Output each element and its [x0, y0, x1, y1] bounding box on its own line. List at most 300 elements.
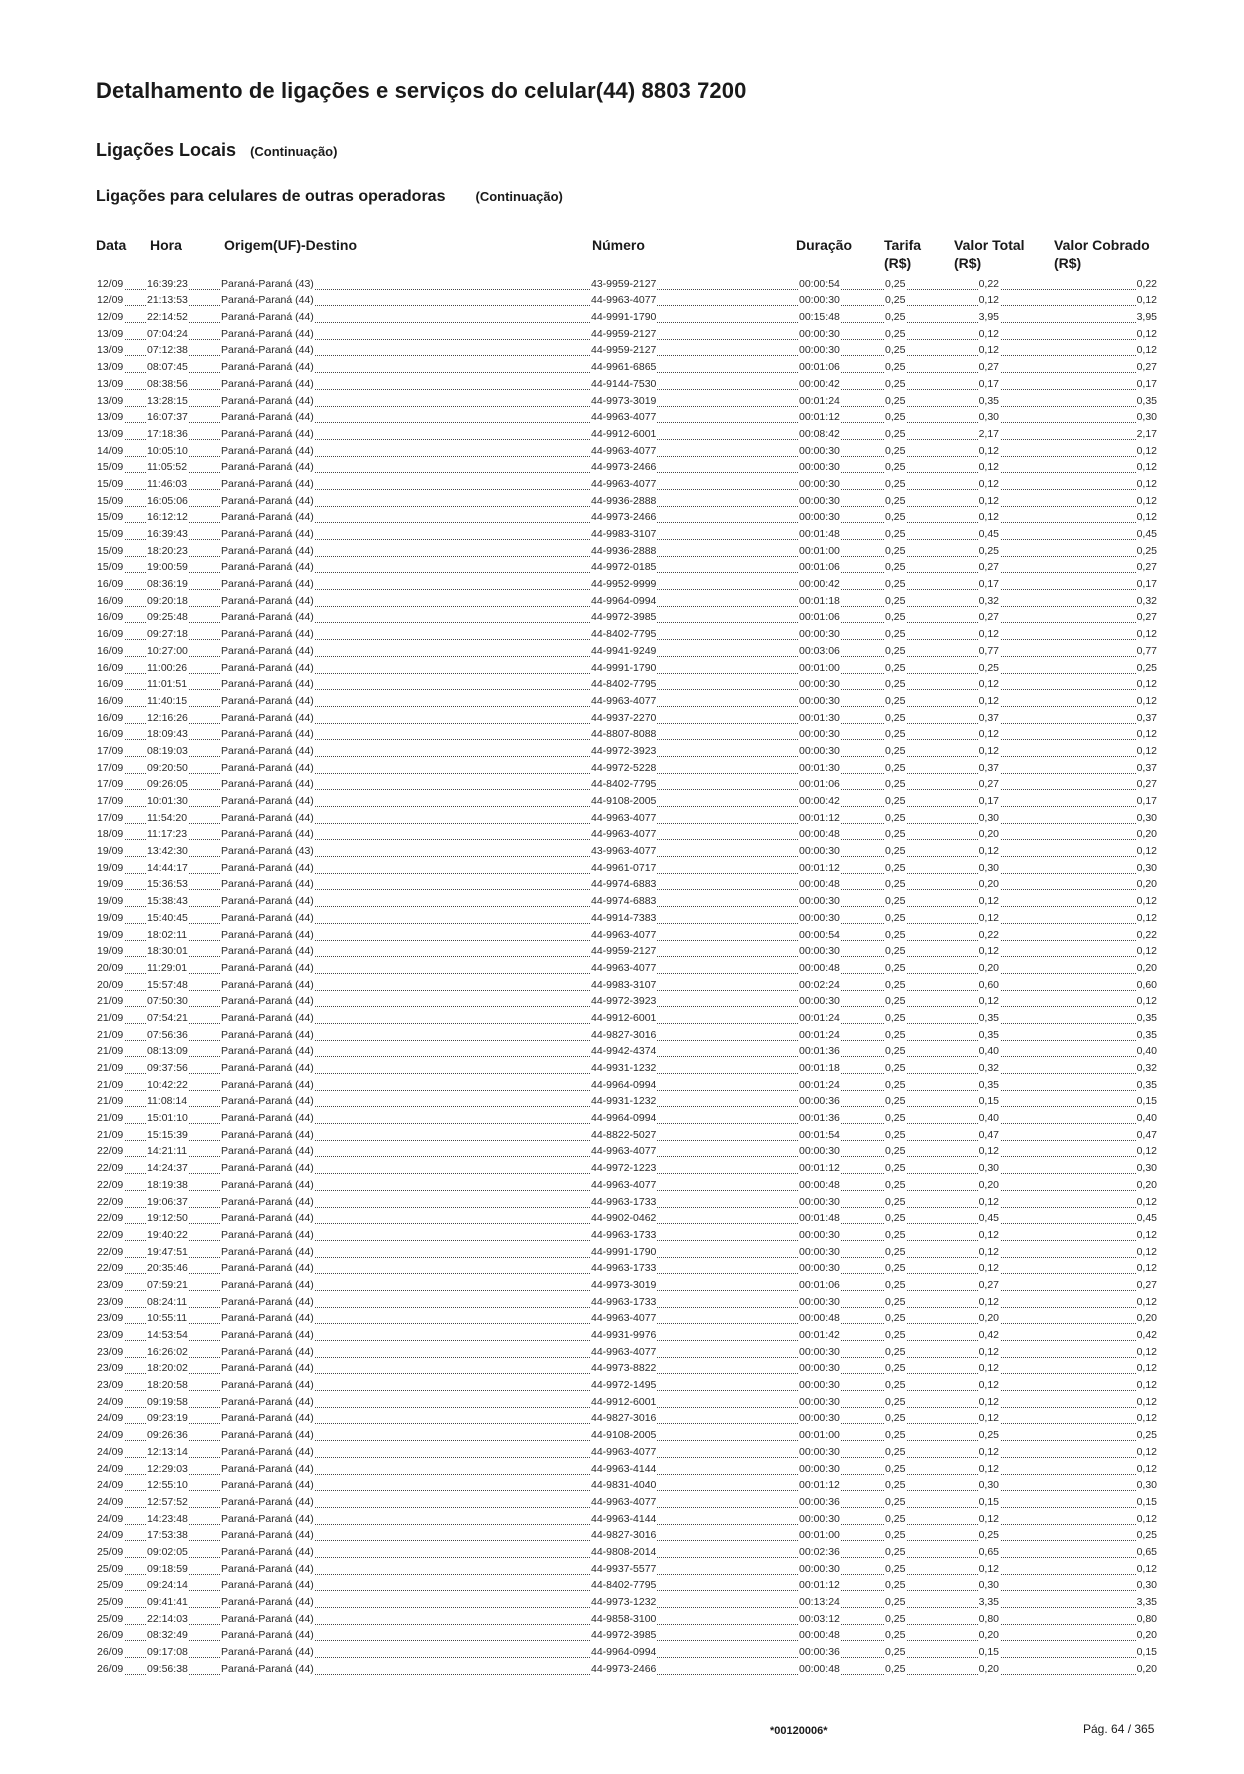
call-date: 21/09: [97, 1011, 124, 1024]
call-date: 24/09: [97, 1395, 124, 1408]
table-row: [96, 1444, 1158, 1461]
call-duration: 00:00:30: [799, 945, 840, 958]
call-rate: 0,25: [885, 1228, 906, 1241]
table-row: [96, 593, 1158, 610]
call-total-value: 0,12: [978, 1345, 999, 1358]
table-row: [96, 1427, 1158, 1444]
call-date: 16/09: [97, 644, 124, 657]
call-charged-value: 0,32: [1136, 594, 1157, 607]
call-rate: 0,25: [885, 1529, 906, 1542]
call-date: 19/09: [97, 845, 124, 858]
call-number: 44-9973-3019: [591, 1278, 657, 1291]
call-origin-destination: Paraná-Paraná (44): [221, 594, 314, 607]
call-time: 18:09:43: [147, 728, 188, 741]
call-duration: 00:00:36: [799, 1095, 840, 1108]
call-charged-value: 0,15: [1136, 1646, 1157, 1659]
call-time: 19:12:50: [147, 1212, 188, 1225]
call-charged-value: 0,12: [1136, 1245, 1157, 1258]
table-row: [96, 476, 1158, 493]
call-rate: 0,25: [885, 1579, 906, 1592]
call-total-value: 0,17: [978, 578, 999, 591]
call-rate: 0,25: [885, 1112, 906, 1125]
call-number: 44-9931-1232: [591, 1062, 657, 1074]
call-rate: 0,25: [885, 1429, 906, 1442]
call-total-value: 0,35: [978, 1028, 999, 1041]
call-total-value: 0,40: [978, 1112, 999, 1125]
table-row: [96, 743, 1158, 760]
call-number: 44-9963-4077: [591, 1312, 657, 1325]
call-date: 24/09: [97, 1479, 124, 1492]
call-origin-destination: Paraná-Paraná (44): [221, 1345, 314, 1358]
call-charged-value: 0,12: [1136, 1379, 1157, 1392]
call-number: 44-9963-4077: [591, 1145, 657, 1158]
call-rate: 0,25: [885, 427, 906, 440]
call-time: 15:15:39: [147, 1128, 188, 1141]
call-total-value: 0,30: [978, 1479, 999, 1492]
call-date: 23/09: [97, 1362, 124, 1375]
call-duration: 00:15:48: [799, 311, 840, 324]
call-total-value: 0,15: [978, 1495, 999, 1508]
call-total-value: 3,35: [978, 1596, 999, 1608]
call-duration: 00:00:30: [799, 895, 840, 908]
call-total-value: 0,17: [978, 377, 999, 390]
call-rate: 0,25: [885, 1178, 906, 1191]
call-duration: 00:00:30: [799, 1295, 840, 1308]
call-charged-value: 0,12: [1136, 1228, 1157, 1241]
call-date: 12/09: [97, 294, 124, 307]
call-number: 44-9963-4077: [591, 294, 657, 307]
call-date: 21/09: [97, 1095, 124, 1108]
call-duration: 00:00:30: [799, 728, 840, 741]
call-duration: 00:01:06: [799, 361, 840, 374]
call-rate: 0,25: [885, 1162, 906, 1175]
call-total-value: 0,12: [978, 1262, 999, 1275]
table-row: [96, 893, 1158, 910]
call-number: 44-9963-1733: [591, 1195, 657, 1208]
call-charged-value: 0,30: [1136, 811, 1157, 824]
column-header-tarifa: [884, 236, 938, 272]
call-origin-destination: Paraná-Paraná (44): [221, 1329, 314, 1341]
call-rate: 0,25: [885, 761, 906, 774]
call-rate: 0,25: [885, 361, 906, 374]
call-time: 11:08:14: [147, 1095, 188, 1108]
call-time: 09:27:18: [147, 628, 188, 641]
table-row: [96, 1327, 1158, 1344]
table-row: [96, 393, 1158, 410]
table-row: [96, 576, 1158, 593]
call-duration: 00:01:48: [799, 1212, 840, 1225]
call-time: 22:14:03: [147, 1612, 188, 1625]
call-time: 14:24:37: [147, 1162, 188, 1175]
call-time: 09:20:18: [147, 594, 188, 607]
call-rate: 0,25: [885, 1329, 906, 1341]
call-time: 15:01:10: [147, 1112, 188, 1125]
call-origin-destination: Paraná-Paraná (44): [221, 427, 314, 440]
call-number: 44-9936-2888: [591, 494, 657, 507]
table-row: [96, 1594, 1158, 1611]
call-date: 16/09: [97, 661, 124, 674]
call-total-value: 0,12: [978, 477, 999, 490]
call-charged-value: 0,27: [1136, 1278, 1157, 1291]
call-origin-destination: Paraná-Paraná (44): [221, 1178, 314, 1191]
call-date: 16/09: [97, 611, 124, 624]
call-total-value: 0,25: [978, 661, 999, 674]
call-number: 44-9972-1495: [591, 1379, 657, 1392]
call-duration: 00:00:30: [799, 995, 840, 1008]
call-date: 21/09: [97, 1028, 124, 1041]
call-charged-value: 2,17: [1136, 427, 1157, 440]
call-time: 13:42:30: [147, 845, 188, 858]
call-total-value: 0,20: [978, 878, 999, 891]
call-date: 24/09: [97, 1462, 124, 1475]
call-time: 11:40:15: [147, 694, 188, 707]
call-origin-destination: Paraná-Paraná (44): [221, 1028, 314, 1041]
column-header-tarifa-text: Tarifa (R$): [884, 237, 922, 271]
call-total-value: 0,12: [978, 344, 999, 357]
call-date: 23/09: [97, 1345, 124, 1358]
table-row: [96, 1060, 1158, 1077]
table-row: [96, 1528, 1158, 1545]
call-total-value: 0,12: [978, 1445, 999, 1458]
call-origin-destination: Paraná-Paraná (44): [221, 311, 314, 324]
call-total-value: 0,27: [978, 361, 999, 374]
call-duration: 00:03:06: [799, 644, 840, 657]
table-row: [96, 1611, 1158, 1628]
table-row: [96, 1661, 1158, 1678]
call-rate: 0,25: [885, 911, 906, 924]
call-time: 18:20:02: [147, 1362, 188, 1375]
call-rate: 0,25: [885, 528, 906, 540]
call-rate: 0,25: [885, 945, 906, 958]
call-total-value: 0,12: [978, 1245, 999, 1258]
call-date: 21/09: [97, 995, 124, 1008]
call-origin-destination: Paraná-Paraná (44): [221, 761, 314, 774]
call-origin-destination: Paraná-Paraná (44): [221, 644, 314, 657]
call-number: 44-9963-4144: [591, 1462, 657, 1475]
call-total-value: 0,12: [978, 1512, 999, 1525]
call-charged-value: 0,20: [1136, 828, 1157, 841]
call-number: 44-9972-5228: [591, 761, 657, 774]
call-total-value: 0,12: [978, 744, 999, 757]
call-charged-value: 0,22: [1136, 277, 1157, 290]
column-header-hora: Hora: [150, 237, 182, 253]
call-rate: 0,25: [885, 778, 906, 791]
column-header-valor-cobrado: [1054, 236, 1164, 272]
call-date: 13/09: [97, 411, 124, 424]
call-charged-value: 0,25: [1136, 1529, 1157, 1542]
call-total-value: 0,15: [978, 1646, 999, 1659]
call-duration: 00:00:30: [799, 444, 840, 457]
table-row: [96, 1377, 1158, 1394]
call-date: 22/09: [97, 1228, 124, 1241]
call-total-value: 0,37: [978, 761, 999, 774]
call-total-value: 0,60: [978, 978, 999, 991]
call-origin-destination: Paraná-Paraná (44): [221, 744, 314, 757]
table-row: [96, 293, 1158, 310]
call-time: 09:17:08: [147, 1646, 188, 1659]
call-rate: 0,25: [885, 461, 906, 474]
call-duration: 00:01:24: [799, 1078, 840, 1091]
call-date: 26/09: [97, 1629, 124, 1642]
call-number: 44-8822-5027: [591, 1128, 657, 1141]
call-time: 14:44:17: [147, 861, 188, 874]
call-number: 44-9827-3016: [591, 1412, 657, 1425]
call-total-value: 0,12: [978, 1295, 999, 1308]
table-row: [96, 426, 1158, 443]
call-rate: 0,25: [885, 728, 906, 741]
call-duration: 00:00:30: [799, 1228, 840, 1241]
call-number: 44-9963-1733: [591, 1228, 657, 1241]
call-charged-value: 0,20: [1136, 1629, 1157, 1642]
call-duration: 00:00:36: [799, 1646, 840, 1659]
call-origin-destination: Paraná-Paraná (44): [221, 1195, 314, 1208]
table-row: [96, 1578, 1158, 1595]
call-rate: 0,25: [885, 1262, 906, 1275]
table-row: [96, 1077, 1158, 1094]
call-duration: 00:00:30: [799, 344, 840, 357]
call-rate: 0,25: [885, 311, 906, 324]
call-charged-value: 0,12: [1136, 628, 1157, 641]
call-duration: 00:00:48: [799, 1178, 840, 1191]
call-date: 18/09: [97, 828, 124, 841]
call-origin-destination: Paraná-Paraná (44): [221, 477, 314, 490]
call-origin-destination: Paraná-Paraná (44): [221, 1562, 314, 1575]
subsection-continuation: (Continuação): [475, 189, 563, 204]
table-row: [96, 660, 1158, 677]
call-origin-destination: Paraná-Paraná (44): [221, 444, 314, 457]
call-rate: 0,25: [885, 1412, 906, 1425]
call-charged-value: 0,25: [1136, 544, 1157, 557]
call-date: 15/09: [97, 544, 124, 557]
call-number: 44-9983-3107: [591, 528, 657, 540]
call-time: 14:23:48: [147, 1512, 188, 1525]
call-rate: 0,25: [885, 795, 906, 807]
call-origin-destination: Paraná-Paraná (44): [221, 1445, 314, 1458]
call-origin-destination: Paraná-Paraná (44): [221, 1429, 314, 1442]
column-header-numero: Número: [592, 237, 645, 253]
call-charged-value: 0,12: [1136, 895, 1157, 908]
call-time: 14:53:54: [147, 1329, 188, 1341]
call-duration: 00:00:30: [799, 477, 840, 490]
table-row: [96, 1044, 1158, 1061]
call-date: 16/09: [97, 628, 124, 641]
call-date: 26/09: [97, 1662, 124, 1675]
call-time: 07:12:38: [147, 344, 188, 357]
table-row: [96, 860, 1158, 877]
call-duration: 00:00:30: [799, 1345, 840, 1358]
call-number: 44-8402-7795: [591, 778, 657, 791]
call-charged-value: 0,37: [1136, 711, 1157, 724]
call-date: 25/09: [97, 1545, 124, 1558]
call-origin-destination: Paraná-Paraná (44): [221, 1295, 314, 1308]
call-time: 13:28:15: [147, 394, 188, 407]
call-origin-destination: Paraná-Paraná (44): [221, 411, 314, 424]
call-time: 15:57:48: [147, 978, 188, 991]
call-duration: 00:00:42: [799, 795, 840, 807]
call-origin-destination: Paraná-Paraná (44): [221, 1479, 314, 1492]
call-total-value: 0,12: [978, 628, 999, 641]
call-charged-value: 0,12: [1136, 1262, 1157, 1275]
call-total-value: 0,12: [978, 1145, 999, 1158]
call-number: 44-9991-1790: [591, 1245, 657, 1258]
call-total-value: 0,22: [978, 277, 999, 290]
call-number: 44-9912-6001: [591, 1395, 657, 1408]
call-date: 22/09: [97, 1245, 124, 1258]
call-total-value: 0,12: [978, 694, 999, 707]
call-charged-value: 0,12: [1136, 1395, 1157, 1408]
call-rate: 0,25: [885, 1596, 906, 1608]
call-number: 44-9972-3985: [591, 611, 657, 624]
call-rate: 0,25: [885, 444, 906, 457]
call-origin-destination: Paraná-Paraná (44): [221, 878, 314, 891]
call-total-value: 0,30: [978, 1579, 999, 1592]
call-date: 21/09: [97, 1045, 124, 1058]
call-charged-value: 0,80: [1136, 1612, 1157, 1625]
call-origin-destination: Paraná-Paraná (44): [221, 528, 314, 540]
call-number: 44-9144-7530: [591, 377, 657, 390]
call-rate: 0,25: [885, 578, 906, 591]
table-row: [96, 1478, 1158, 1495]
call-number: 44-9858-3100: [591, 1612, 657, 1625]
call-total-value: 0,25: [978, 1529, 999, 1542]
call-rate: 0,25: [885, 411, 906, 424]
call-charged-value: 0,35: [1136, 1078, 1157, 1091]
call-time: 12:55:10: [147, 1479, 188, 1492]
call-duration: 00:01:06: [799, 778, 840, 791]
call-rate: 0,25: [885, 961, 906, 974]
call-origin-destination: Paraná-Paraná (44): [221, 1662, 314, 1675]
call-total-value: 0,45: [978, 528, 999, 540]
call-origin-destination: Paraná-Paraná (44): [221, 978, 314, 991]
call-charged-value: 0,15: [1136, 1495, 1157, 1508]
call-duration: 00:01:00: [799, 661, 840, 674]
call-number: 44-9914-7383: [591, 911, 657, 924]
call-time: 07:59:21: [147, 1278, 188, 1291]
call-time: 11:29:01: [147, 961, 188, 974]
call-origin-destination: Paraná-Paraná (44): [221, 945, 314, 958]
table-row: [96, 1494, 1158, 1511]
table-row: [96, 560, 1158, 577]
call-duration: 00:00:30: [799, 1362, 840, 1375]
call-rate: 0,25: [885, 277, 906, 290]
call-duration: 00:00:30: [799, 294, 840, 307]
call-origin-destination: Paraná-Paraná (44): [221, 661, 314, 674]
table-row: [96, 793, 1158, 810]
call-duration: 00:00:30: [799, 327, 840, 340]
call-total-value: 0,35: [978, 1078, 999, 1091]
call-origin-destination: Paraná-Paraná (43): [221, 845, 314, 858]
call-origin-destination: Paraná-Paraná (44): [221, 928, 314, 941]
call-date: 23/09: [97, 1278, 124, 1291]
call-charged-value: 0,40: [1136, 1045, 1157, 1058]
table-row: [96, 1244, 1158, 1261]
table-row: [96, 376, 1158, 393]
table-row: [96, 1211, 1158, 1228]
column-header-duracao: Duração: [796, 237, 853, 253]
call-number: 44-9963-4077: [591, 1178, 657, 1191]
call-date: 23/09: [97, 1295, 124, 1308]
call-total-value: 0,20: [978, 828, 999, 841]
call-number: 44-9963-4077: [591, 477, 657, 490]
call-time: 19:00:59: [147, 561, 188, 574]
call-total-value: 0,25: [978, 544, 999, 557]
call-charged-value: 0,40: [1136, 1112, 1157, 1125]
call-number: 44-9952-9999: [591, 578, 657, 591]
call-total-value: 0,12: [978, 911, 999, 924]
call-date: 21/09: [97, 1062, 124, 1074]
call-duration: 00:01:00: [799, 544, 840, 557]
call-origin-destination: Paraná-Paraná (44): [221, 1278, 314, 1291]
call-number: 44-9912-6001: [591, 427, 657, 440]
call-time: 12:16:26: [147, 711, 188, 724]
call-date: 15/09: [97, 477, 124, 490]
call-charged-value: 0,12: [1136, 1345, 1157, 1358]
call-origin-destination: Paraná-Paraná (44): [221, 361, 314, 374]
call-total-value: 0,77: [978, 644, 999, 657]
call-origin-destination: Paraná-Paraná (44): [221, 1462, 314, 1475]
call-total-value: 0,30: [978, 861, 999, 874]
column-header-data: Data: [96, 237, 127, 253]
call-origin-destination: Paraná-Paraná (44): [221, 1579, 314, 1592]
call-total-value: 0,20: [978, 1312, 999, 1325]
call-duration: 00:00:48: [799, 878, 840, 891]
call-rate: 0,25: [885, 1646, 906, 1659]
call-duration: 00:00:30: [799, 694, 840, 707]
call-number: 44-9961-6865: [591, 361, 657, 374]
call-number: 44-9972-0185: [591, 561, 657, 574]
table-row: [96, 1544, 1158, 1561]
call-duration: 00:00:54: [799, 928, 840, 941]
call-charged-value: 0,12: [1136, 1412, 1157, 1425]
call-rate: 0,25: [885, 845, 906, 858]
table-row: [96, 1311, 1158, 1328]
call-date: 22/09: [97, 1178, 124, 1191]
table-row: [96, 359, 1158, 376]
call-time: 07:56:36: [147, 1028, 188, 1041]
call-number: 44-9964-0994: [591, 594, 657, 607]
call-duration: 00:01:42: [799, 1329, 840, 1341]
call-duration: 00:01:30: [799, 761, 840, 774]
call-duration: 00:01:12: [799, 1479, 840, 1492]
subsection-title: [96, 188, 563, 206]
call-total-value: 0,12: [978, 845, 999, 858]
call-rate: 0,25: [885, 1512, 906, 1525]
call-date: 16/09: [97, 728, 124, 741]
call-time: 16:39:23: [147, 277, 188, 290]
call-charged-value: 0,42: [1136, 1329, 1157, 1341]
call-number: 44-9963-4077: [591, 928, 657, 941]
table-row: [96, 526, 1158, 543]
call-rate: 0,25: [885, 611, 906, 624]
call-duration: 00:00:30: [799, 1195, 840, 1208]
call-rate: 0,25: [885, 544, 906, 557]
call-date: 22/09: [97, 1212, 124, 1225]
call-number: 44-9902-0462: [591, 1212, 657, 1225]
call-rate: 0,25: [885, 1245, 906, 1258]
table-row: [96, 343, 1158, 360]
call-rate: 0,25: [885, 1278, 906, 1291]
call-time: 22:14:52: [147, 311, 188, 324]
call-number: 44-9963-4077: [591, 811, 657, 824]
call-total-value: 0,12: [978, 1379, 999, 1392]
call-total-value: 0,12: [978, 895, 999, 908]
call-duration: 00:02:36: [799, 1545, 840, 1558]
call-time: 18:19:38: [147, 1178, 188, 1191]
call-time: 12:57:52: [147, 1495, 188, 1508]
call-charged-value: 3,35: [1136, 1596, 1157, 1608]
call-charged-value: 0,12: [1136, 1195, 1157, 1208]
call-origin-destination: Paraná-Paraná (44): [221, 494, 314, 507]
